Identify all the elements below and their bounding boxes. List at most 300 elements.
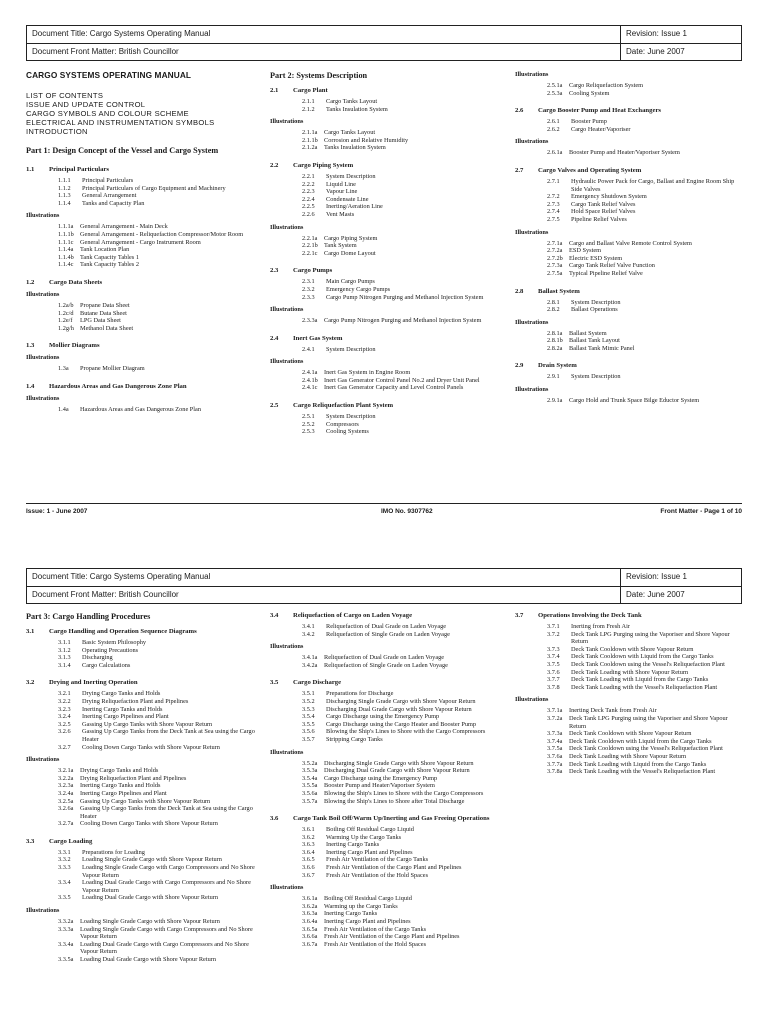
toc-entry[interactable]: [302, 910, 506, 918]
document-date: Date: June 2007: [626, 47, 685, 56]
entry-title: Deck Tank Loading with Liquid from the Cargo Tanks: [569, 760, 707, 768]
illustrations-label: Illustrations: [270, 118, 304, 126]
entry-title: LPG Data Sheet: [80, 317, 121, 325]
entry-title: Warming up the Cargo Tanks: [324, 902, 398, 910]
toc-entry[interactable]: [302, 662, 506, 670]
toc-entry[interactable]: [547, 240, 742, 248]
entry-title: Warming Up the Cargo Tanks: [326, 833, 402, 841]
toc-entry[interactable]: [302, 631, 506, 639]
illustrations-list: [547, 330, 742, 353]
toc-entry[interactable]: [302, 790, 506, 798]
entry-number: 2.7.1: [547, 177, 560, 185]
toc-entry[interactable]: [58, 767, 261, 775]
toc-entry[interactable]: [58, 798, 261, 806]
entry-number: 3.5.7a: [302, 797, 318, 805]
toc-entry[interactable]: [58, 956, 261, 964]
entry-number: 2.7.5: [547, 215, 560, 223]
toc-entry[interactable]: [302, 377, 506, 385]
toc-entry[interactable]: [302, 721, 506, 729]
entry-number: 1.3a: [58, 365, 69, 373]
toc-entry[interactable]: [547, 715, 742, 730]
section-number: 2.9: [515, 362, 524, 370]
entry-number: 3.7.4a: [547, 737, 563, 745]
entry-number: 1.1.4: [58, 199, 71, 207]
entry-title: Deck Tank Loading with Liquid from the Cargo Tanks: [571, 676, 709, 684]
revision: Revision: Issue 1: [626, 29, 687, 38]
entry-title: Tanks Insulation System: [324, 144, 386, 152]
toc-entry[interactable]: [547, 646, 742, 654]
entry-title: Inert Gas Generator Capacity and Level Control Panels: [324, 384, 464, 392]
toc-entry[interactable]: [58, 177, 261, 185]
entry-number: 2.6.1a: [547, 149, 563, 157]
section-items: [302, 413, 506, 436]
entry-title: Cooling Systems: [326, 428, 369, 436]
entry-title: Reliquefaction of Single Grade on Laden Voyage: [326, 630, 450, 638]
entry-number: 3.7.3: [547, 645, 560, 653]
part-title: Part 2: Systems Description: [270, 71, 368, 80]
entry-title: Booster Pump and Heater/Vaporiser System: [569, 149, 680, 157]
entry-title: Deck Tank Loading with the Vessel's Reliquefaction Plant: [571, 683, 718, 691]
toc-section: [515, 361, 742, 404]
toc-entry[interactable]: [547, 337, 742, 345]
section-heading[interactable]: [270, 611, 506, 620]
toc-entry[interactable]: [302, 941, 506, 949]
toc-entry[interactable]: [302, 775, 506, 783]
toc-entry[interactable]: [58, 941, 261, 956]
entry-title: Cargo Tanks Layout: [324, 129, 376, 137]
toc-entry[interactable]: [547, 247, 742, 255]
section-heading[interactable]: [515, 361, 742, 370]
illustrations-list: [547, 240, 742, 278]
section-heading[interactable]: [26, 382, 261, 391]
toc-entry[interactable]: [547, 270, 742, 278]
toc-entry[interactable]: [58, 820, 261, 828]
section-title: Cargo Valves and Operating System: [538, 166, 642, 174]
illustrations-list: [547, 707, 742, 775]
toc-entry[interactable]: [302, 706, 506, 714]
toc-entry[interactable]: [302, 413, 506, 421]
section-title: Inert Gas System: [293, 334, 343, 342]
entry-title: Hold Space Relief Valves: [571, 208, 636, 216]
section-title: Operations Involving the Deck Tank: [538, 612, 642, 619]
toc-entry[interactable]: [547, 623, 742, 631]
section-number: 2.8: [515, 287, 524, 295]
toc-entry[interactable]: [302, 782, 506, 790]
toc-entry[interactable]: [302, 849, 506, 857]
entry-number: 3.2.4a: [58, 789, 74, 797]
toc-entry[interactable]: [302, 346, 506, 354]
toc-entry[interactable]: [547, 768, 742, 776]
toc-entry[interactable]: [302, 211, 506, 219]
section-heading[interactable]: [515, 287, 742, 296]
toc-entry[interactable]: [302, 98, 506, 106]
toc-entry[interactable]: [58, 894, 261, 902]
toc-entry[interactable]: [58, 849, 261, 857]
toc-entry[interactable]: [302, 294, 506, 302]
toc-entry[interactable]: [58, 200, 261, 208]
entry-title: Inerting Cargo Pipelines and Plant: [82, 713, 169, 721]
entry-number: 3.2.1: [58, 690, 71, 698]
toc-entry[interactable]: [547, 745, 742, 753]
entry-title: Electric ESD System: [569, 254, 623, 262]
toc-entry[interactable]: [58, 879, 261, 894]
section-heading[interactable]: [270, 678, 506, 687]
toc-entry[interactable]: [547, 82, 742, 90]
entry-number: 2.9.1: [547, 373, 560, 381]
toc-entry[interactable]: [302, 181, 506, 189]
entry-title: System Description: [571, 373, 621, 381]
toc-entry[interactable]: [547, 201, 742, 209]
toc-entry[interactable]: [302, 798, 506, 806]
entry-title: Booster Pump and Heater/Vaporiser System: [324, 782, 435, 790]
toc-entry[interactable]: [302, 106, 506, 114]
toc-entry[interactable]: [302, 760, 506, 768]
document-title: Document Title: Cargo Systems Operating Manual: [27, 26, 621, 43]
entry-title: Main Cargo Pumps: [326, 278, 375, 286]
illustrations-list: [302, 369, 506, 392]
section-heading[interactable]: [26, 341, 261, 350]
section-heading[interactable]: [515, 611, 742, 620]
toc-entry[interactable]: [302, 188, 506, 196]
entry-title: Inerting Cargo Plant and Pipelines: [324, 918, 411, 926]
illustrations-list: [58, 767, 261, 828]
toc-entry[interactable]: [58, 690, 261, 698]
entry-number: 2.8.2: [547, 306, 560, 314]
entry-title: Drying Cargo Tanks and Holds: [82, 690, 161, 698]
illustrations-label: Illustrations: [515, 71, 549, 78]
toc-entry[interactable]: [302, 895, 506, 903]
toc-entry[interactable]: [547, 216, 742, 224]
entry-title: Hydraulic Power Pack for Cargo, Ballast and Engine Room Ship Side Valves: [571, 177, 735, 193]
entry-title: Cargo Tanks Layout: [326, 98, 378, 105]
toc-entry[interactable]: [547, 345, 742, 353]
toc-entry[interactable]: [547, 255, 742, 263]
section-heading[interactable]: [270, 161, 506, 170]
toc-entry[interactable]: [58, 254, 261, 262]
entry-title: Propane Mollier Diagram: [80, 365, 145, 373]
section-heading[interactable]: [26, 837, 261, 846]
toc-entry[interactable]: [302, 903, 506, 911]
toc-entry[interactable]: [58, 192, 261, 200]
toc-entry[interactable]: [58, 639, 261, 647]
toc-entry[interactable]: [302, 129, 506, 137]
illustrations-label: Illustrations: [515, 318, 549, 326]
entry-title: Tank Capacity Tables 2: [80, 261, 139, 269]
entry-number: 2.8.1b: [547, 337, 563, 345]
entry-title: Reliquefaction of Dual Grade on Laden Voyage: [326, 623, 447, 630]
entry-number: 2.4.1c: [302, 384, 318, 392]
toc-entry[interactable]: [547, 730, 742, 738]
toc-entry[interactable]: [547, 653, 742, 661]
entry-number: 3.2.3a: [58, 782, 74, 790]
toc-entry[interactable]: [58, 406, 261, 414]
entry-title: Cargo Pump Nitrogen Purging and Methanol Injection System: [326, 293, 484, 301]
front-contents-list: [26, 91, 261, 136]
illustrations-label: Illustrations: [270, 306, 304, 314]
toc-entry[interactable]: [302, 623, 506, 631]
toc-entry[interactable]: [58, 185, 261, 193]
section-heading[interactable]: [270, 401, 506, 410]
toc-section: [270, 86, 506, 152]
toc-entry[interactable]: [302, 690, 506, 698]
toc-entry[interactable]: [547, 126, 742, 134]
section-heading[interactable]: [26, 165, 261, 174]
toc-entry[interactable]: [302, 428, 506, 436]
entry-title: Cargo Tank Relief Valve Function: [569, 262, 655, 270]
toc-entry[interactable]: [58, 698, 261, 706]
toc-entry[interactable]: [302, 242, 506, 250]
section-heading[interactable]: [26, 627, 261, 636]
section-heading[interactable]: [270, 266, 506, 275]
entry-title: Cargo Heater/Vaporiser: [571, 125, 631, 133]
toc-entry[interactable]: [302, 144, 506, 152]
toc-entry[interactable]: [58, 856, 261, 864]
entry-title: Inert Gas Generator Control Panel No.2 and Dryer Unit Panel: [324, 376, 480, 384]
toc-entry[interactable]: [547, 761, 742, 769]
toc-entry[interactable]: [302, 421, 506, 429]
toc-entry[interactable]: [547, 707, 742, 715]
toc-entry[interactable]: [547, 208, 742, 216]
toc-entry[interactable]: [58, 713, 261, 721]
toc-section: [270, 611, 506, 669]
entry-title: Tank Capacity Tables 1: [80, 253, 139, 261]
entry-number: 3.5.2a: [302, 759, 318, 767]
manual-title: CARGO SYSTEMS OPERATING MANUAL: [26, 70, 192, 80]
toc-entry[interactable]: [302, 654, 506, 662]
toc-entry[interactable]: [547, 149, 742, 157]
toc-column-2: [270, 61, 506, 440]
section-title: Cargo Discharge: [293, 679, 342, 687]
toc-entry[interactable]: [547, 373, 742, 381]
entry-number: 2.8.1a: [547, 329, 563, 337]
section-heading[interactable]: [515, 106, 742, 115]
entry-title: Preparations for Discharge: [326, 690, 394, 698]
toc-entry[interactable]: [302, 235, 506, 243]
contents-entry[interactable]: INTRODUCTION: [26, 127, 88, 136]
section-heading[interactable]: [270, 86, 506, 95]
toc-entry[interactable]: [302, 918, 506, 926]
section-number: 3.6: [270, 815, 279, 823]
entry-number: 1.1.4b: [58, 253, 74, 261]
entry-number: 3.2.1a: [58, 767, 74, 775]
illustrations-list: [302, 654, 506, 669]
toc-entry[interactable]: [302, 286, 506, 294]
toc-entry[interactable]: [58, 647, 261, 655]
entry-title: Inerting Cargo Tanks: [324, 910, 378, 918]
entry-number: 3.7.4: [547, 653, 560, 661]
entry-title: Deck Tank LPG Purging using the Vaporiser and Shore Vapour Return: [569, 714, 728, 730]
toc-entry[interactable]: [58, 310, 261, 318]
illustrations-label: Illustrations: [270, 223, 304, 231]
toc-entry[interactable]: [547, 631, 742, 646]
toc-section: [515, 166, 742, 278]
section-heading[interactable]: [26, 278, 261, 287]
section-title: Drain System: [538, 362, 577, 370]
toc-entry[interactable]: [58, 790, 261, 798]
toc-entry[interactable]: [547, 397, 742, 405]
entry-number: 2.2.3: [302, 188, 315, 196]
entry-number: 3.3.3: [58, 864, 71, 872]
toc-entry[interactable]: [58, 728, 261, 743]
toc-entry[interactable]: [302, 933, 506, 941]
entry-number: 3.6.7a: [302, 940, 318, 948]
toc-entry[interactable]: [58, 775, 261, 783]
entry-number: 3.6.4: [302, 848, 315, 856]
entry-title: Ballast Tank Mimic Panel: [569, 344, 635, 352]
entry-number: 2.3.3: [302, 293, 315, 301]
toc-entry[interactable]: [58, 365, 261, 373]
toc-entry[interactable]: [547, 306, 742, 314]
toc-entry[interactable]: [302, 203, 506, 211]
toc-entry[interactable]: [58, 706, 261, 714]
contents-entry[interactable]: LIST OF CONTENTS: [26, 91, 104, 100]
toc-entry[interactable]: [58, 231, 261, 239]
toc-entry[interactable]: [547, 262, 742, 270]
toc-entry[interactable]: [302, 728, 506, 736]
toc-entry[interactable]: [547, 676, 742, 684]
toc-entry[interactable]: [58, 223, 261, 231]
entry-title: Cargo Calculations: [82, 661, 131, 669]
toc-entry[interactable]: [547, 299, 742, 307]
toc-entry[interactable]: [302, 856, 506, 864]
toc-entry[interactable]: [58, 302, 261, 310]
entry-number: 3.3.2: [58, 856, 71, 864]
entry-title: Butane Data Sheet: [80, 309, 127, 317]
section-items: [302, 346, 506, 354]
section-title: Hazardous Areas and Gas Dangerous Zone Plan: [49, 382, 187, 390]
entry-title: Fresh Air Ventilation of the Cargo Tanks: [326, 856, 429, 864]
toc-entry[interactable]: [302, 864, 506, 872]
illustrations-list: [547, 82, 742, 97]
entry-number: 1.1.1: [58, 177, 71, 184]
entry-number: 2.8.2a: [547, 344, 563, 352]
illustrations-list: [302, 129, 506, 152]
toc-entry[interactable]: [58, 744, 261, 752]
toc-entry[interactable]: [302, 872, 506, 880]
toc-entry[interactable]: [58, 864, 261, 879]
toc-entry[interactable]: [547, 738, 742, 746]
section-heading[interactable]: [26, 678, 261, 687]
entry-number: 3.7.2a: [547, 714, 563, 722]
toc-entry[interactable]: [302, 841, 506, 849]
entry-title: Compressors: [326, 420, 359, 428]
illustrations-list: [58, 365, 261, 373]
contents-entry[interactable]: ELECTRICAL AND INSTRUMENTATION SYMBOLS: [26, 118, 215, 127]
toc-entry[interactable]: [58, 662, 261, 670]
section-items: [302, 173, 506, 219]
toc-entry[interactable]: [58, 246, 261, 254]
toc-entry[interactable]: [58, 782, 261, 790]
entry-title: Cargo Discharge using the Emergency Pump: [324, 774, 438, 782]
revision: Revision: Issue 1: [626, 572, 687, 581]
entry-number: 2.5.1a: [547, 82, 563, 89]
entry-number: 3.1.4: [58, 661, 71, 669]
toc-entry[interactable]: [302, 173, 506, 181]
toc-entry[interactable]: [302, 317, 506, 325]
toc-entry[interactable]: [547, 118, 742, 126]
section-heading[interactable]: [515, 166, 742, 175]
toc-entry[interactable]: [302, 698, 506, 706]
entry-number: 3.2.5a: [58, 797, 74, 805]
toc-entry[interactable]: [302, 278, 506, 286]
toc-entry[interactable]: [547, 90, 742, 98]
toc-entry[interactable]: [302, 736, 506, 744]
toc-entry[interactable]: [302, 834, 506, 842]
toc-entry[interactable]: [302, 196, 506, 204]
toc-entry[interactable]: [302, 767, 506, 775]
entry-number: 2.2.1: [302, 172, 315, 180]
entry-number: 2.7.1a: [547, 239, 563, 247]
toc-entry[interactable]: [547, 330, 742, 338]
section-items: [302, 826, 506, 879]
toc-entry[interactable]: [58, 317, 261, 325]
entry-number: 3.6.1a: [302, 895, 318, 903]
toc-entry[interactable]: [58, 325, 261, 333]
toc-entry[interactable]: [547, 669, 742, 677]
toc-entry[interactable]: [58, 654, 261, 662]
toc-entry[interactable]: [58, 805, 261, 820]
toc-entry[interactable]: [302, 384, 506, 392]
entry-number: 3.2.2: [58, 697, 71, 705]
toc-entry[interactable]: [58, 918, 261, 926]
entry-number: 3.5.2: [302, 697, 315, 705]
section-number: 2.5: [270, 402, 279, 410]
entry-title: Tanks and Capacity Plan: [82, 199, 145, 207]
toc-entry[interactable]: [58, 721, 261, 729]
section-heading[interactable]: [270, 334, 506, 343]
toc-entry[interactable]: [547, 753, 742, 761]
toc-entry[interactable]: [302, 713, 506, 721]
entry-title: Drying Reliquefaction Plant and Pipelines: [82, 697, 189, 705]
contents-entry[interactable]: ISSUE AND UPDATE CONTROL: [26, 100, 146, 109]
entry-number: 3.4.1: [302, 623, 315, 630]
entry-number: 3.7.2: [547, 630, 560, 638]
entry-title: Cargo Discharge using the Cargo Heater and Booster Pump: [326, 720, 477, 728]
entry-number: 2.5.3: [302, 428, 315, 436]
toc-section: [26, 165, 261, 269]
entry-title: Liquid Line: [326, 180, 356, 188]
toc-entry[interactable]: [58, 926, 261, 941]
entry-number: 3.7.8: [547, 683, 560, 691]
illustrations-list: [58, 302, 261, 332]
toc-column-1: [26, 61, 261, 418]
section-heading[interactable]: [270, 814, 506, 823]
section-items: [302, 98, 506, 113]
toc-entry[interactable]: [302, 250, 506, 258]
toc-entry[interactable]: [58, 239, 261, 247]
toc-entry[interactable]: [302, 826, 506, 834]
toc-entry[interactable]: [547, 193, 742, 201]
entry-number: 1.1.4c: [58, 261, 74, 269]
entry-title: System Description: [326, 172, 376, 180]
entry-number: 2.5.3a: [547, 89, 563, 97]
toc-entry[interactable]: [302, 926, 506, 934]
illustrations-label: Illustrations: [270, 884, 304, 892]
toc-entry[interactable]: [547, 684, 742, 692]
section-title: Cargo Loading: [49, 837, 93, 845]
toc-entry[interactable]: [547, 661, 742, 669]
section-items: [58, 849, 261, 902]
entry-number: 3.5.6a: [302, 789, 318, 797]
contents-entry[interactable]: CARGO SYMBOLS AND COLOUR SCHEME: [26, 109, 189, 118]
entry-title: Fresh Air Ventilation of the Cargo Tanks: [324, 925, 427, 933]
entry-title: Operating Precautions: [82, 646, 139, 654]
toc-entry[interactable]: [58, 261, 261, 269]
illustrations-list: [547, 397, 742, 405]
toc-entry[interactable]: [547, 178, 742, 193]
toc-entry[interactable]: [302, 369, 506, 377]
toc-entry[interactable]: [302, 137, 506, 145]
